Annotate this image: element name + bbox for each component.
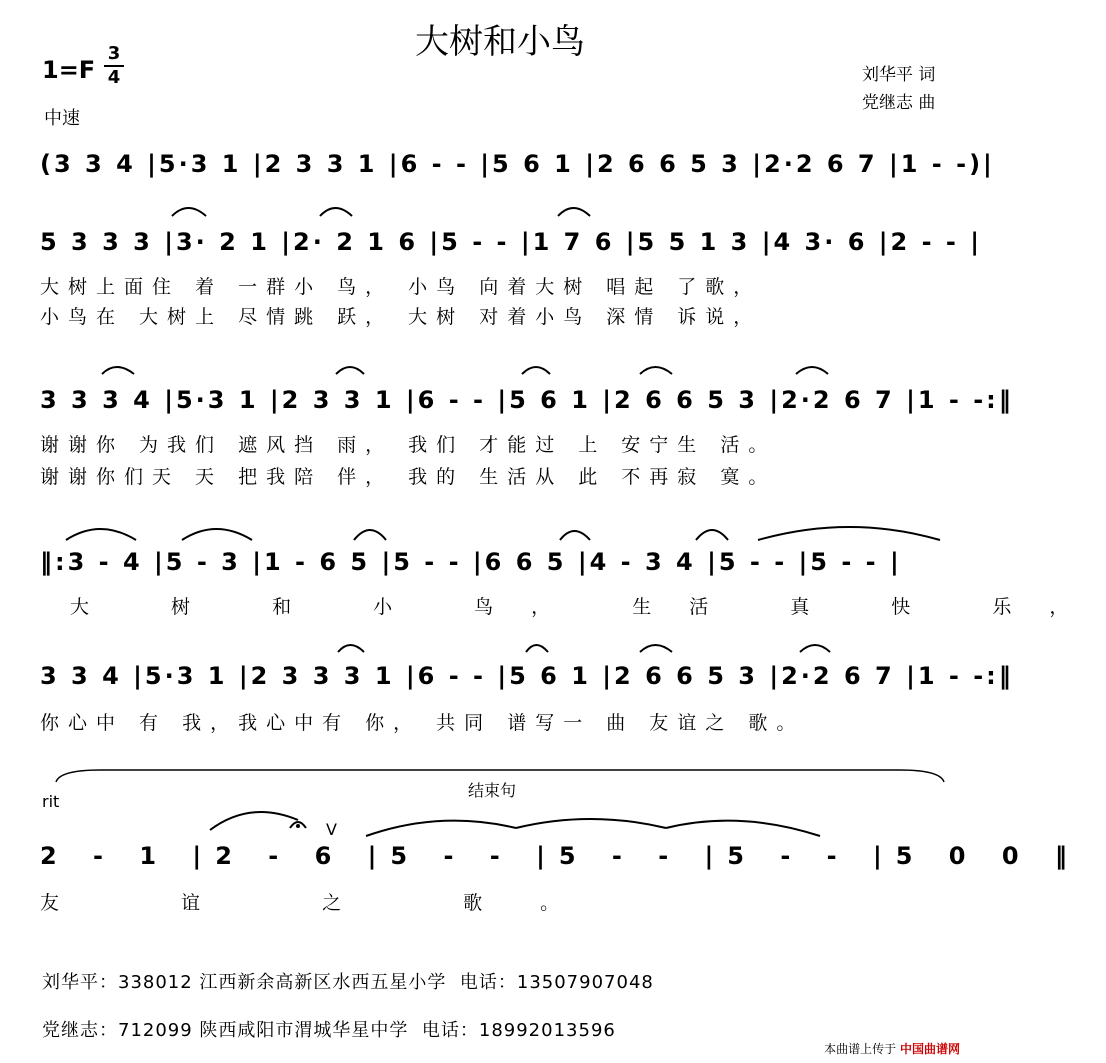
site-brand: 中国曲谱网: [899, 1042, 960, 1056]
slur-ending-1: [210, 812, 298, 830]
breath-mark: V: [326, 820, 337, 839]
lyric-refrain: 大 树 和 小 鸟， 生活 真 快 乐，: [70, 596, 1106, 618]
slur-3: [558, 208, 590, 216]
lyric-verse-1-line-3: 谢谢你 为我们 遮风挡 雨， 我们 才能过 上 安宁生 活。: [40, 434, 777, 456]
footer-contact-composer: 党继志：712099 陕西咸阳市渭城华星中学 电话：18992013596: [42, 1020, 616, 1041]
notes-line-4: ‖:3 - 4 |5 - 3 |1 - 6 5 |5 - - |6 6 5 |4 - 3 4 |5 - - |5 - - |: [40, 548, 902, 576]
tempo-marking: 中速: [44, 108, 80, 129]
upload-note: [824, 1040, 960, 1057]
slur-8: [796, 367, 828, 374]
composer-credit: 党继志 曲: [862, 93, 936, 113]
time-signature-top: 3: [107, 43, 121, 64]
slur-11: [354, 530, 386, 540]
slur-9: [66, 529, 136, 540]
notes-line-6: 2 - 1 |2 - 6 |5 - - |5 - - |5 - - |5 0 0 ‖: [40, 842, 1081, 870]
fermata-dot: [296, 824, 300, 828]
slur-10: [182, 529, 252, 540]
notes-line-3: 3 3 3 4 |5·3 1 |2 3 3 1 |6 - - |5 6 1 |2 6 6 5 3 |2·2 6 7 |1 - -:‖: [40, 386, 1014, 414]
lyric-verse-1-line-2: 大树上面住 着 一群小 鸟， 小鸟 向着大树 唱起 了歌，: [40, 276, 762, 298]
lyric-line-5: 你心中 有 我，我心中有 你， 共同 谱写一 曲 友谊之 歌。: [40, 712, 805, 734]
slur-17: [640, 645, 672, 652]
notes-line-1: (3 3 4 |5·3 1 |2 3 3 1 |6 - - |5 6 1 |2 6 6 5 3 |2·2 6 7 |1 - -)|: [40, 150, 995, 178]
slur-1: [172, 208, 206, 216]
slur-18: [800, 645, 830, 652]
slur-ending-2: [366, 821, 516, 836]
slur-ending-4: [666, 821, 820, 836]
slur-13: [696, 530, 728, 540]
slur-4: [102, 367, 134, 374]
slur-2: [320, 208, 352, 216]
slur-15: [338, 645, 364, 652]
time-signature-bottom: 4: [107, 67, 121, 88]
notes-line-2: 5 3 3 3 |3· 2 1 |2· 2 1 6 |5 - - |1 7 6 |5 5 1 3 |4 3· 6 |2 - - |: [40, 228, 982, 256]
upload-text: 本曲谱上传于: [824, 1042, 897, 1056]
ending-label: 结束句: [468, 781, 517, 800]
page-title: 大树和小鸟: [415, 22, 585, 62]
rit-bracket: [56, 770, 944, 782]
slur-16: [526, 645, 548, 652]
slur-5: [336, 367, 364, 374]
lyric-verse-2-line-2: 小鸟在 大树上 尽情跳 跃， 大树 对着小鸟 深情 诉说，: [40, 306, 762, 328]
slur-14: [758, 527, 940, 540]
slur-7: [640, 367, 672, 374]
rit-marking: rit: [42, 792, 60, 811]
footer-contact-lyricist: 刘华平：338012 江西新余高新区水西五星小学 电话：13507907048: [42, 972, 654, 993]
slur-12: [560, 531, 590, 540]
lyric-verse-2-line-3: 谢谢你们天 天 把我陪 伴， 我的 生活从 此 不再寂 寞。: [40, 466, 777, 488]
lyricist-credit: 刘华平 词: [862, 65, 936, 85]
slur-ending-3: [516, 819, 666, 828]
key-signature: 1=F: [42, 56, 96, 84]
slur-6: [522, 367, 550, 374]
lyric-ending: 友 谊 之 歌。: [40, 892, 618, 914]
notes-line-5: 3 3 4 |5·3 1 |2 3 3 3 1 |6 - - |5 6 1 |2 6 6 5 3 |2·2 6 7 |1 - -:‖: [40, 662, 1014, 690]
